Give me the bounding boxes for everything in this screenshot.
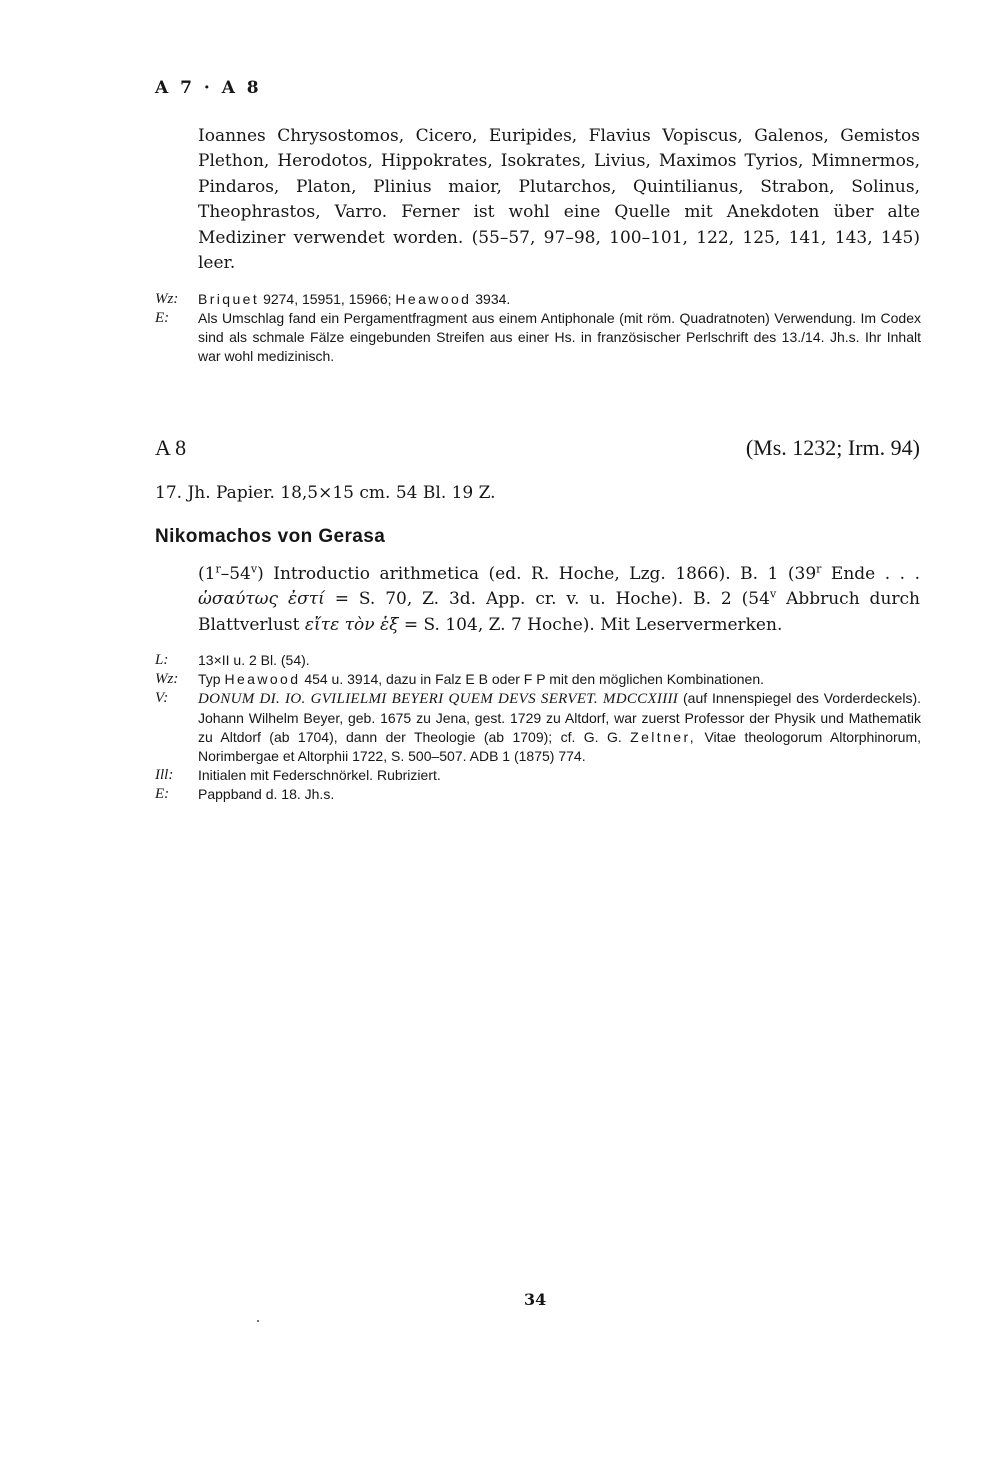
contents-text: –54 — [220, 564, 251, 584]
note-text: 13×II u. 2 Bl. (54). — [198, 652, 310, 668]
provenance-inscription: DONUM DI. IO. GVILIELMI BEYERI QUEM DEVS SERVET. MDCCXIIII — [198, 691, 679, 707]
watermark-name: Heawood — [224, 671, 301, 687]
contents-text: Ende . . . — [821, 564, 920, 584]
note-e — [155, 309, 921, 366]
note-v — [155, 689, 921, 766]
entry-notes — [155, 651, 921, 804]
watermark-name-2: Heawood — [395, 291, 472, 307]
note-wz — [155, 670, 921, 689]
contents-paragraph — [198, 562, 920, 638]
folio-recto: r — [215, 562, 221, 576]
contents-text: Abbruch durch Blattverlust — [198, 589, 920, 635]
note-label: Wz: — [155, 671, 179, 687]
contents-text: (1 — [198, 564, 216, 584]
page-number: 34 — [524, 1290, 547, 1309]
contents-text: ) Introductio arithmetica (ed. R. Hoche, Lzg. 1866). B. 1 (39 — [257, 564, 817, 584]
folio-verso: v — [769, 587, 777, 601]
watermark-name: Briquet — [198, 291, 260, 307]
note-l — [155, 651, 921, 670]
note-text — [198, 670, 921, 689]
provenance-text: (auf Innenspiegel des Vorderdeckels). Johann Wilhelm Beyer, geb. 1675 zu Jena, gest. 1729 zu Altdorf, war zuerst Professor der Physik und Mathematik zu Altdorf (ab 1704), dann der Theologie (ab 1709); cf. G. G. — [198, 690, 922, 745]
greek-quote: εἴτε τὸν ἑξ — [304, 614, 399, 635]
note-label: V: — [155, 690, 169, 706]
entry-shelfmark: (Ms. 1232; Irm. 94) — [745, 435, 920, 460]
provenance-text-2: Vitae theologorum Altorphinorum, Norimbergae et Altorphii 1722, S. 500–507. ADB 1 (1875) 774. — [198, 729, 921, 764]
note-text — [198, 290, 921, 309]
prev-entry-paragraph: Ioannes Chrysostomos, Cicero, Euripides, Flavius Vopiscus, Galenos, Gemistos Plethon, Herodotos, Hippokrates, Isokrates, Livius, Maximos Tyrios, Mimnermos, Pindaros, Platon, Plinius maior, Plutarchos, Quintilianus, Strabon, Solinus, Theophrastos, Varro. Ferner ist wohl eine Quelle mit Anekdoten über alte Mediziner verwendet worden. (55–57, 97–98, 100–101, 122, 125, 141, 143, 145) leer. — [198, 126, 920, 274]
contents-text: = S. 104, Z. 7 Hoche). Mit Leservermerken. — [398, 614, 783, 635]
note-label: E: — [155, 310, 170, 326]
watermark-text: 454 u. 3914, dazu in Falz E B oder F P mit den möglichen Kombinationen. — [304, 671, 764, 687]
watermark-numbers-2: 3934. — [475, 291, 511, 307]
watermark-numbers: 9274, 15951, 15966; — [263, 291, 392, 307]
note-label: L: — [155, 652, 169, 668]
watermark-prefix: Typ — [198, 671, 221, 687]
prev-entry-notes — [155, 290, 921, 366]
physical-description: 17. Jh. Papier. 18,5×15 cm. 54 Bl. 19 Z. — [155, 483, 496, 503]
note-text — [198, 689, 921, 766]
note-text: Initialen mit Federschnörkel. Rubriziert. — [198, 767, 441, 783]
entry-id: A 8 — [155, 435, 187, 460]
note-text: Als Umschlag fand ein Pergamentfragment aus einem Antiphonale (mit röm. Quadratnoten) Verwendung. Im Codex sind als schmale Fälze eingebunden Streifen aus einer Hs. in französischer Perlschrift des 13./14. Jh.s. Ihr Inhalt war wohl medizinisch. — [198, 310, 921, 364]
folio-recto: r — [816, 562, 822, 576]
print-speck — [257, 1320, 259, 1322]
folio-verso: v — [250, 562, 258, 576]
note-label: Ill: — [155, 767, 174, 783]
note-text: Pappband d. 18. Jh.s. — [198, 786, 335, 802]
note-label: Wz: — [155, 291, 179, 307]
note-wz — [155, 290, 921, 309]
note-label: E: — [155, 786, 170, 802]
contents-text: = S. 70, Z. 3d. App. cr. v. u. Hoche). B. 2 (54 — [324, 589, 770, 610]
running-head: A 7 · A 8 — [155, 78, 262, 98]
greek-quote: ὡσαύτως ἐστί — [198, 589, 325, 610]
author-heading: Nikomachos von Gerasa — [155, 526, 386, 547]
note-e — [155, 785, 921, 804]
note-ill — [155, 766, 921, 785]
cited-author: Zeltner, — [630, 729, 697, 745]
